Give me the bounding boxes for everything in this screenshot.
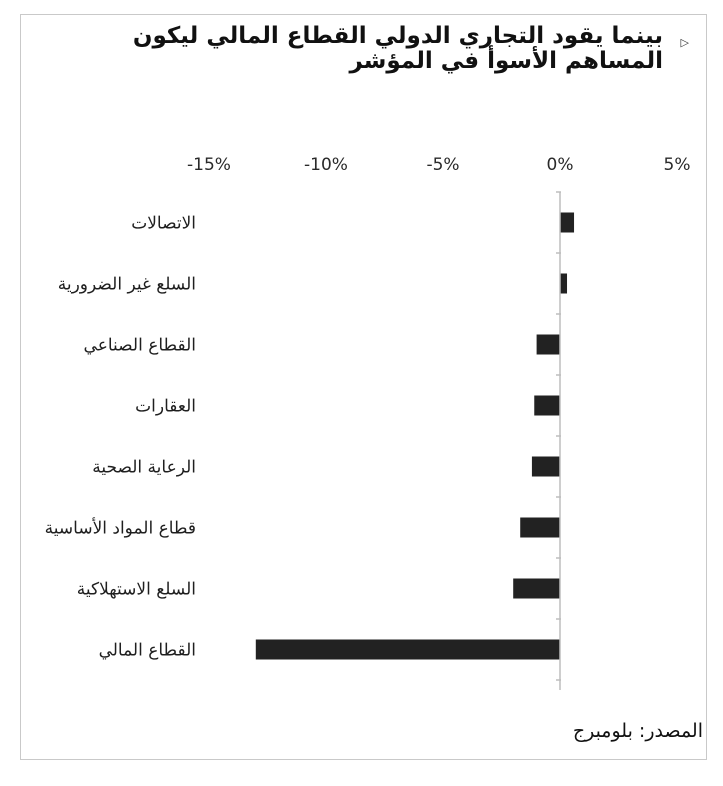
category-label: العقارات: [135, 396, 196, 417]
bar: [560, 213, 574, 233]
bar: [560, 274, 567, 294]
chart-title: بينما يقود التجاري الدولي القطاع المالي ليكون المساهم الأسوأ في المؤشر: [132, 23, 663, 74]
category-label: السلع الاستهلاكية: [76, 579, 196, 600]
category-label: القطاع الصناعي: [83, 335, 196, 356]
x-tick-label: 0%: [546, 155, 574, 175]
zero-axis: [556, 192, 561, 690]
x-tick-label: -15%: [187, 155, 231, 175]
bar: [256, 640, 560, 660]
bar: [537, 335, 560, 355]
category-label: القطاع المالي: [98, 640, 196, 661]
category-label: قطاع المواد الأساسية: [44, 518, 196, 539]
source-note: المصدر: بلومبرج: [572, 720, 703, 742]
x-axis-ticks: [187, 155, 690, 175]
bar: [520, 518, 560, 538]
x-tick-label: -10%: [304, 155, 348, 175]
x-tick-label: -5%: [426, 155, 460, 175]
bar: [534, 396, 560, 416]
x-tick-label: 5%: [663, 155, 691, 175]
category-labels: [45, 214, 196, 661]
category-label: الاتصالات: [131, 213, 196, 234]
category-label: السلع غير الضرورية: [57, 274, 196, 295]
bar: [532, 457, 560, 477]
bars: [256, 213, 574, 660]
triangle-right-icon[interactable]: ▷: [680, 36, 689, 49]
category-label: الرعاية الصحية: [92, 457, 196, 478]
bar: [513, 579, 560, 599]
